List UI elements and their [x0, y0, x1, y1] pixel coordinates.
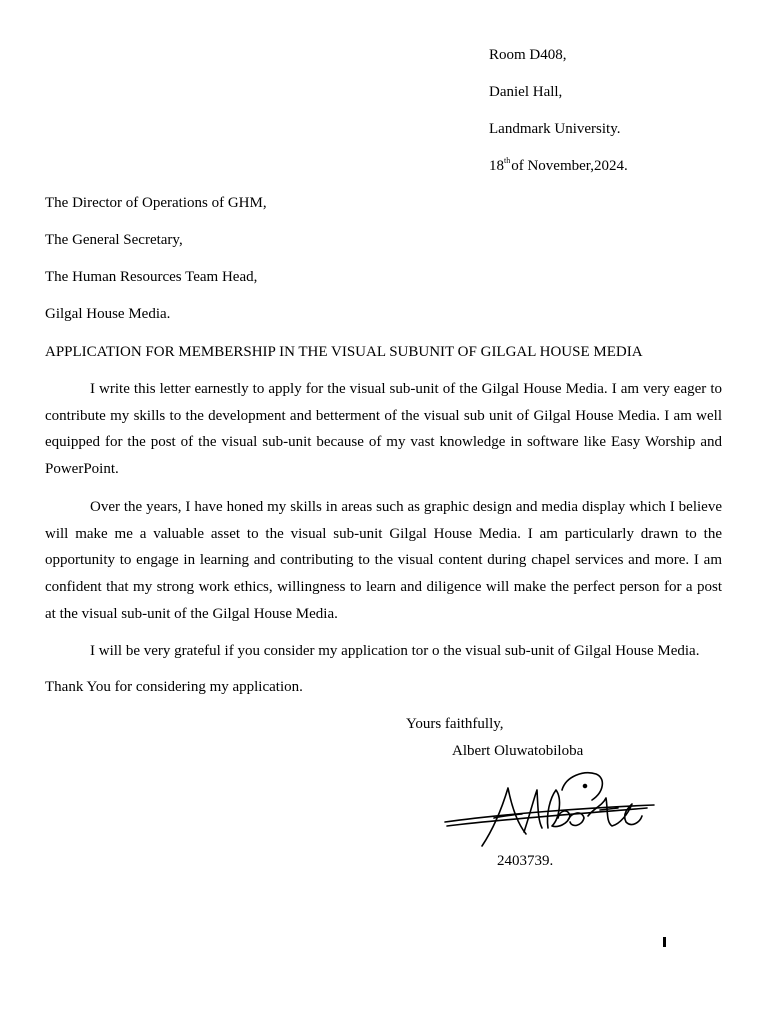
- matriculation-number: 2403739.: [497, 853, 554, 869]
- body-paragraph-1: [45, 376, 722, 483]
- recipient-line-secretary: The General Secretary,: [45, 232, 183, 248]
- body-paragraph-3: [45, 638, 722, 665]
- address-line-university: Landmark University.: [489, 121, 621, 137]
- body-paragraph-1-text: I write this letter earnestly to apply for the visual sub-unit of the Gilgal House Media. I am very eager to contribute my skills to the development and betterment of the visual sub unit of Gilgal House Media. I am well equipped for the post of the visual sub-unit because of my vast knowledge in software like Easy Worship and PowerPoint.: [45, 381, 722, 478]
- recipient-line-organization: Gilgal House Media.: [45, 306, 171, 322]
- valediction: Yours faithfully,: [406, 716, 504, 732]
- address-line-room: Room D408,: [489, 47, 567, 63]
- body-paragraph-2-text: Over the years, I have honed my skills in areas such as graphic design and media display which I believe will make me a valuable asset to the visual sub-unit Gilgal House Media. I am particularly drawn to the opportunity to engage in learning and contributing to the visual content during chapel services and more. I am confident that my strong work ethics, willingness to learn and diligence will make the perfect person for a post at the visual sub-unit of the Gilgal House Media.: [45, 499, 722, 622]
- signatory-name: Albert Oluwatobiloba: [452, 743, 584, 759]
- date-ordinal-suffix: th: [504, 156, 511, 165]
- handwritten-signature: [442, 768, 657, 853]
- date-day: 18: [489, 158, 504, 174]
- letter-subject: APPLICATION FOR MEMBERSHIP IN THE VISUAL SUBUNIT OF GILGAL HOUSE MEDIA: [45, 344, 643, 360]
- stray-mark: [663, 937, 666, 947]
- recipient-line-director: The Director of Operations of GHM,: [45, 195, 267, 211]
- date-rest: of November,2024.: [511, 158, 628, 174]
- address-line-hall: Daniel Hall,: [489, 84, 563, 100]
- body-paragraph-3-text: I will be very grateful if you consider my application tor o the visual sub-unit of Gilgal House Media.: [90, 643, 700, 659]
- recipient-line-hr-head: The Human Resources Team Head,: [45, 269, 258, 285]
- body-paragraph-2: [45, 494, 722, 628]
- closing-thanks: Thank You for considering my application.: [45, 679, 303, 695]
- letter-date: [489, 158, 628, 175]
